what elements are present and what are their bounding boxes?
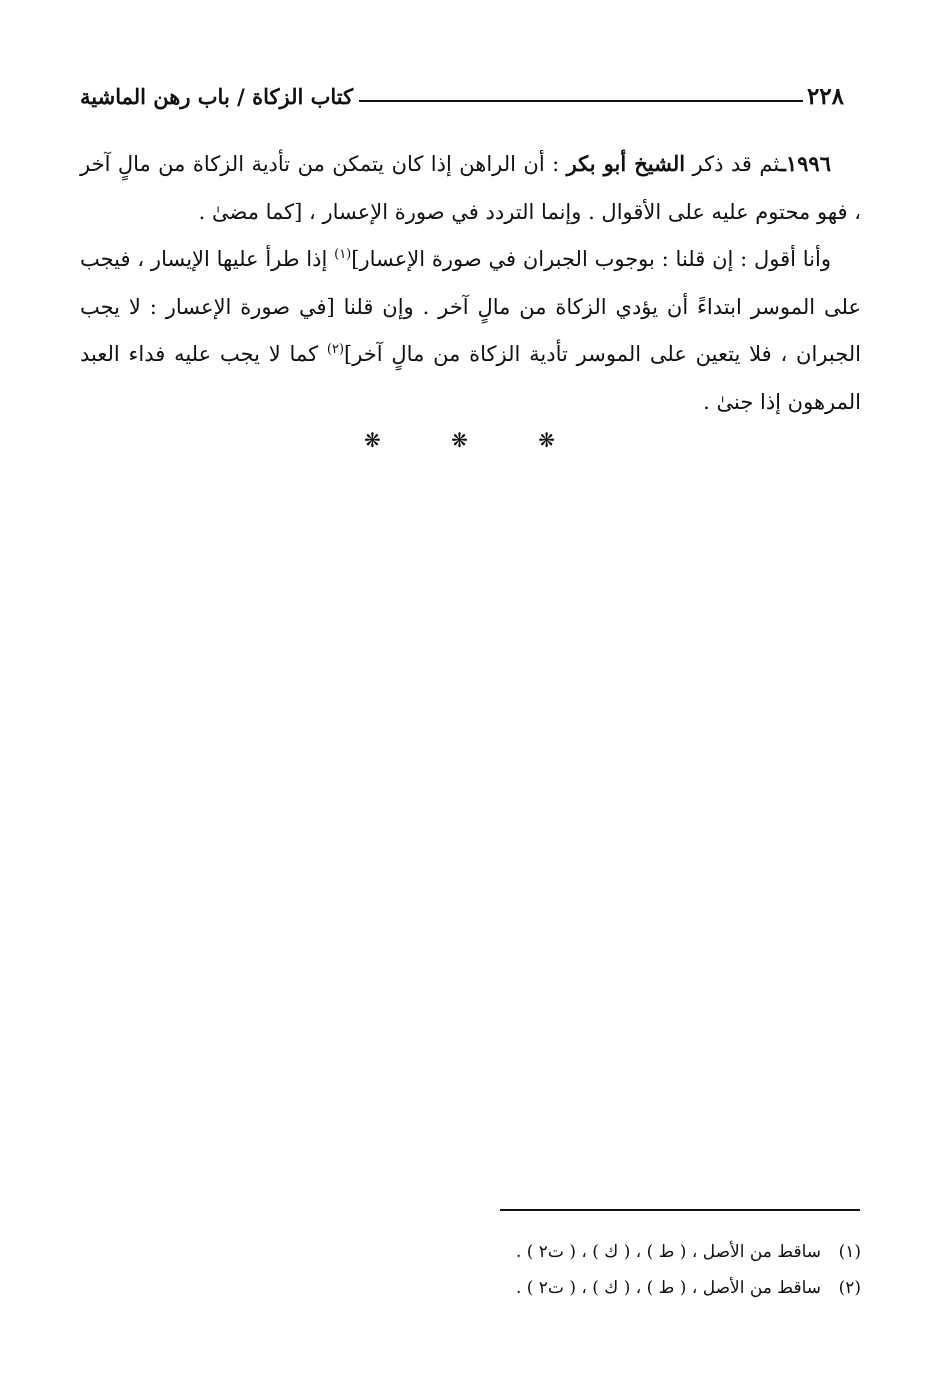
section-separator: ❋ ❋ ❋: [364, 428, 587, 452]
running-title: كتاب الزكاة / باب رهن الماشية: [80, 83, 354, 109]
footnote-2: [361, 1270, 861, 1306]
footnote-text: ساقط من الأصل ، ( ط ) ، ( ك ) ، ( ت٢ ) .: [515, 1278, 821, 1298]
paragraph-text: : أن الراهن إذا كان يتمكن من تأدية الزكاة من مالٍ آخر ، فهو محتوم عليه على الأقوال . وإنما التردد في صورة الإعسار ، [كما مضىٰ .: [80, 152, 861, 224]
commentary-text-a: وأنا أقول : إن قلنا : بوجوب الجبران في صورة الإعسار]: [351, 247, 831, 271]
footnote-text: ساقط من الأصل ، ( ط ) ، ( ك ) ، ( ت٢ ) .: [515, 1242, 821, 1262]
footnote-marker-1[interactable]: (١): [334, 247, 352, 262]
footnote-number: (٢): [838, 1278, 861, 1298]
cited-scholar: الشيخ أبو بكر: [566, 151, 686, 176]
main-text: [80, 140, 861, 426]
running-header: [80, 78, 844, 114]
paragraph-number: ١٩٩٦ـ: [779, 151, 831, 176]
paragraph-1996: [80, 140, 861, 236]
footnote-rule: [500, 1209, 860, 1211]
header-rule: [359, 100, 803, 102]
page-number: ٢٢٨: [806, 82, 844, 110]
footnote-number: (١): [838, 1242, 861, 1262]
paragraph-commentary: [80, 236, 861, 426]
commentary-text-b: إذا طرأ عليها الإيسار ، فيجب على الموسر ابتداءً أن يؤدي الزكاة من مالٍ آخر . وإن قلنا [في صورة الإعسار : لا يجب الجبران ، فلا يتعين على الموسر تأدية الزكاة من مالٍ آخر]: [80, 247, 861, 366]
footnote-1: [361, 1234, 861, 1270]
footnotes: [361, 1234, 861, 1306]
paragraph-lead: ثم قد ذكر: [685, 152, 780, 176]
footnote-marker-2[interactable]: (٢): [326, 342, 345, 357]
commentary-text-c: كما لا يجب عليه فداء العبد المرهون إذا جنىٰ .: [80, 342, 861, 414]
